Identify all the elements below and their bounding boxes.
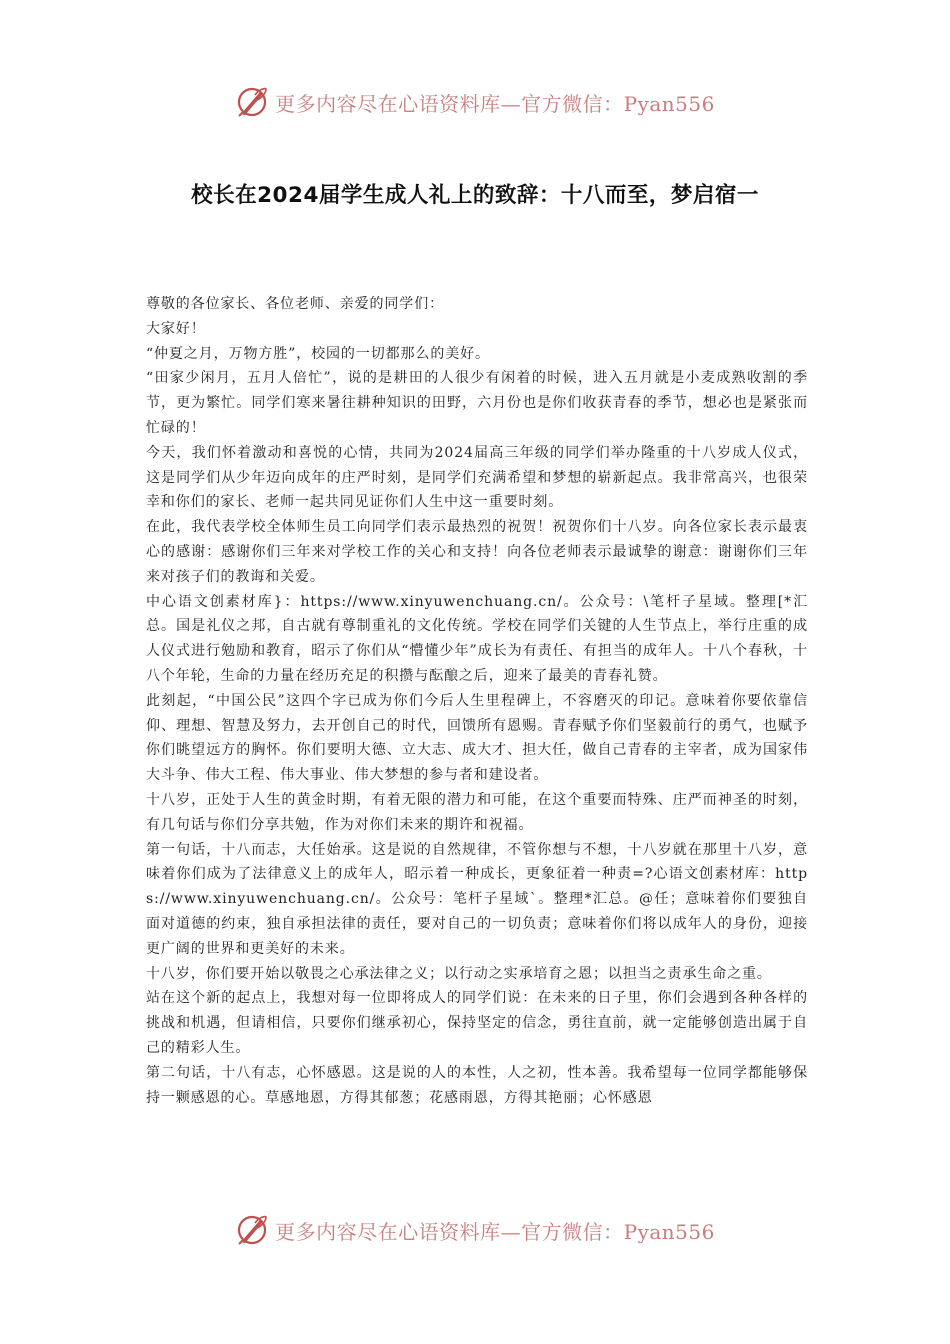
watermark-text: 更多内容尽在心语资料库—官方微信：Pyan556: [275, 91, 715, 116]
paragraph: 中心语文创素材库}：https://www.xinyuwenchuang.cn/。公众号：\笔杆子星域。整理[*汇总。国是礼仪之邦，自古就有尊制重礼的文化传统。学校在同学们关键的人生节点上，举行庄重的成人仪式进行勉励和教育，昭示了你们从“懵懂少年”成长为有责任、有担当的成年人。十八个春秋，十八个年轮，生命的力量在经历充足的积攒与酝酿之后，迎来了最美的青春礼赞。: [146, 593, 808, 684]
paragraph: 十八岁，你们要开始以敬畏之心承法律之义；以行动之实承培育之恩；以担当之责承生命之重。: [146, 965, 772, 982]
header-watermark-banner: [0, 82, 950, 122]
paragraph: 在此，我代表学校全体师生员工向同学们表示最热烈的祝贺！祝贺你们十八岁。向各位家长表示最衷心的感谢：感谢你们三年来对学校工作的关心和支持！向各位老师表示最诚挚的谢意：谢谢你们三年来对孩子们的教诲和关爱。: [146, 519, 808, 585]
paragraph: “田家少闲月，五月人倍忙”，说的是耕田的人很少有闲着的时候，进入五月就是小麦成熟收割的季节，更为繁忙。同学们寒来暑往耕种知识的田野，六月份也是你们收获青春的季节，想必也是紧张而忙碌的！: [146, 370, 808, 436]
document-body: [146, 292, 808, 1110]
paragraph: 第二句话，十八有志，心怀感恩。这是说的人的本性，人之初，性本善。我希望每一位同学都能够保持一颗感恩的心。草感地恩，方得其郁葱；花感雨恩，方得其艳丽；心怀感恩: [146, 1064, 808, 1106]
document-title: 校长在2024届学生成人礼上的致辞：十八而至，梦启宿一: [191, 183, 759, 208]
paragraph: 十八岁，正处于人生的黄金时期，有着无限的潜力和可能，在这个重要而特殊、庄严而神圣的时刻，有几句话与你们分享共勉，作为对你们未来的期许和祝福。: [146, 791, 808, 833]
watermark-text: 更多内容尽在心语资料库—官方微信：Pyan556: [275, 1219, 715, 1244]
footer-watermark-banner: [0, 1210, 950, 1250]
quill-logo-icon: [235, 85, 269, 119]
paragraph: 今天，我们怀着激动和喜悦的心情，共同为2024届高三年级的同学们举办隆重的十八岁成人仪式，这是同学们从少年迈向成年的庄严时刻，是同学们充满希望和梦想的崭新起点。我非常高兴，也很荣幸和你们的家长、老师一起共同见证你们人生中这一重要时刻。: [146, 444, 808, 511]
paragraph: 尊敬的各位家长、各位老师、亲爱的同学们：: [146, 296, 444, 312]
paragraph: “仲夏之月，万物方胜”，校园的一切都那么的美好。: [146, 345, 490, 362]
paragraph: 此刻起，“中国公民”这四个字已成为你们今后人生里程碑上，不容磨灭的印记。意味着你要依靠信仰、理想、智慧及努力，去开创自己的时代，回馈所有恩赐。青春赋予你们坚毅前行的勇气，也赋予你们眺望远方的胸怀。你们要明大德、立大志、成大才、担大任，做自己青春的主宰者，成为国家伟大斗争、伟大工程、伟大事业、伟大梦想的参与者和建设者。: [146, 692, 808, 784]
quill-logo-icon: [235, 1213, 269, 1247]
paragraph: 第一句话，十八而志，大任始承。这是说的自然规律，不管你想与不想，十八岁就在那里十八岁，意味着你们成为了法律意义上的成年人，昭示着一种成长，更象征着一种责=?心语文创素材库：https://www.xinyuwenchuang.cn/。公众号：笔杆子星域`。整理*汇总。@任；意味着你们要独自面对道德的约束，独自承担法律的责任，要对自己的一切负责；意味着你们将以成年人的身份，迎接更广阔的世界和更美好的未来。: [146, 841, 808, 957]
paragraph: 站在这个新的起点上，我想对每一位即将成人的同学们说：在未来的日子里，你们会遇到各种各样的挑战和机遇，但请相信，只要你们继承初心，保持坚定的信念，勇往直前，就一定能够创造出属于自己的精彩人生。: [146, 990, 808, 1056]
paragraph: 大家好！: [146, 320, 206, 337]
